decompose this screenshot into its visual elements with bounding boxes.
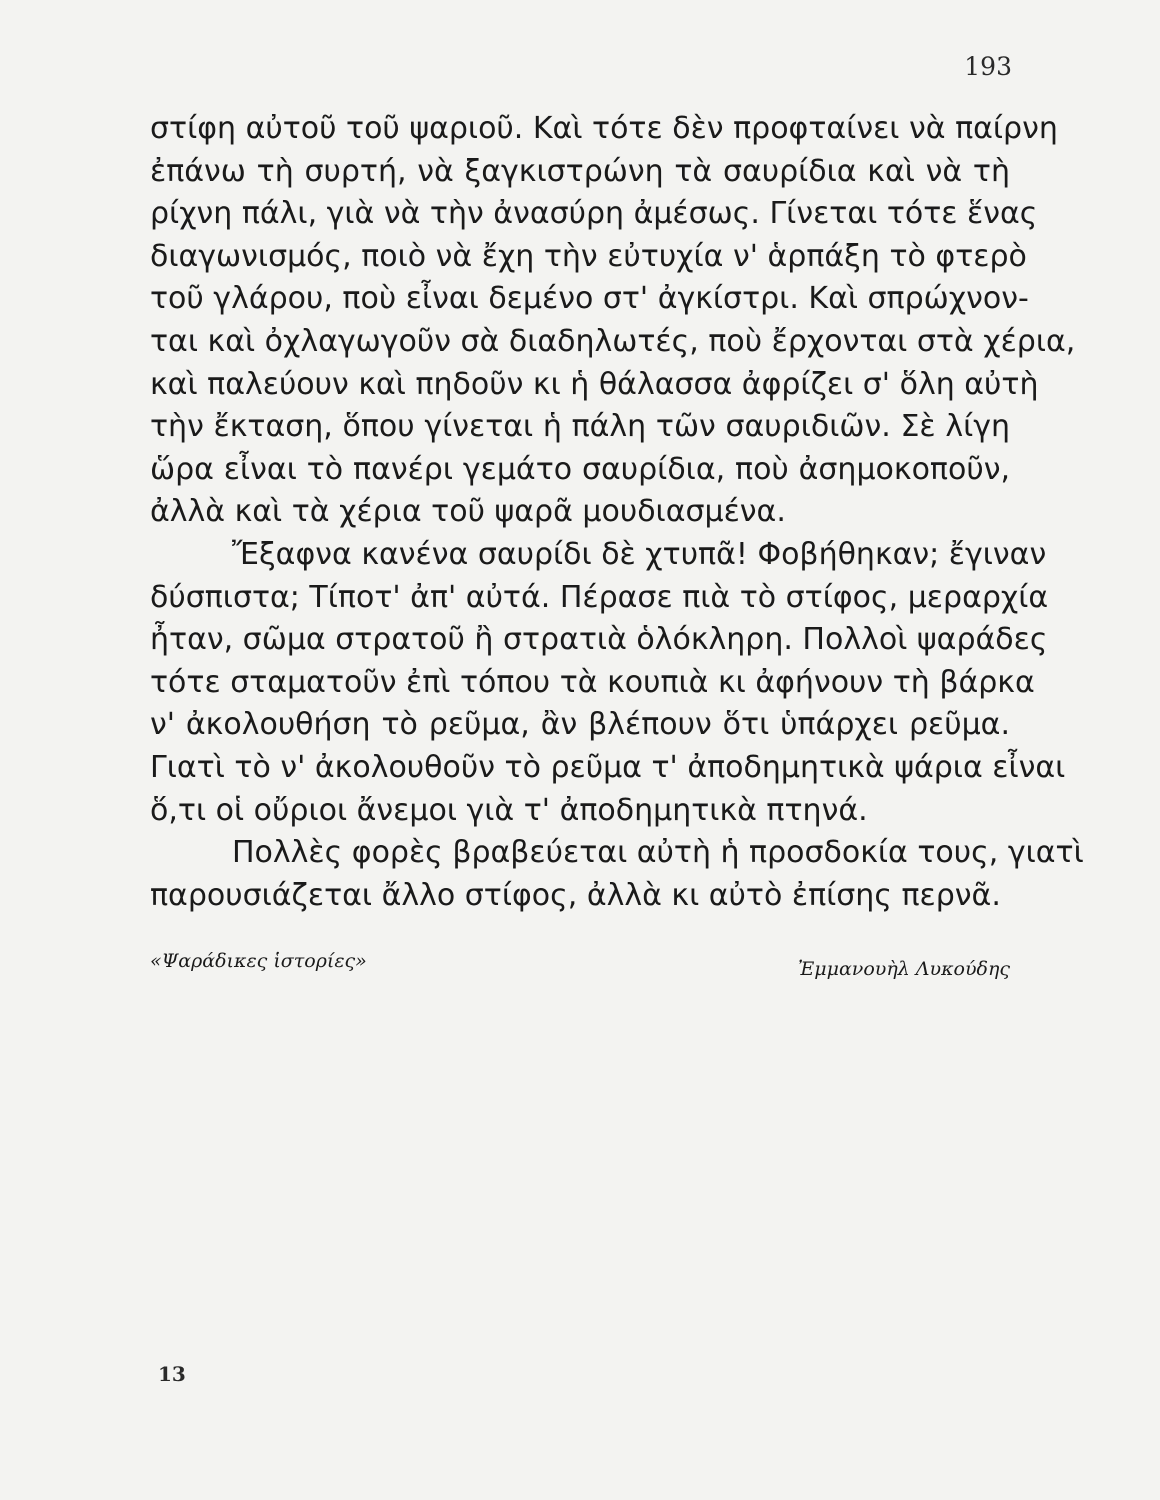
text-line: ται καὶ ὀχλαγωγοῦν σὰ διαδηλωτές, ποὺ ἔρχονται στὰ χέρια,	[150, 323, 1076, 359]
text-line: Πολλὲς φορὲς βραβεύεται αὐτὴ ἡ προσδοκία τους, γιατὶ	[232, 835, 1084, 871]
text-line: ρίχνη πάλι, γιὰ νὰ τὴν ἀνασύρη ἀμέσως. Γίνεται τότε ἕνας	[150, 196, 1038, 232]
text-line: τοῦ γλάρου, ποὺ εἶναι δεμένο στ' ἀγκίστρι. Καὶ σπρώχνον-	[150, 281, 1029, 317]
source-author: Ἐμμανουὴλ Λυκούδης	[798, 958, 1010, 980]
text-line: ἐπάνω τὴ συρτή, νὰ ξαγκιστρώνη τὰ σαυρίδια καὶ νὰ τὴ	[150, 153, 1010, 189]
text-line: καὶ παλεύουν καὶ πηδοῦν κι ἡ θάλασσα ἀφρίζει σ' ὅλη αὐτὴ	[150, 366, 1039, 402]
text-line: τότε σταματοῦν ἐπὶ τόπου τὰ κουπιὰ κι ἀφήνουν τὴ βάρκα	[150, 664, 1035, 700]
text-line: στίφη αὐτοῦ τοῦ ψαριοῦ. Καὶ τότε δὲν προφταίνει νὰ παίρνη	[150, 111, 1058, 146]
text-line: Γιατὶ τὸ ν' ἀκολουθοῦν τὸ ρεῦμα τ' ἀποδημητικὰ ψάρια εἶναι	[150, 749, 1066, 785]
source-title: «Ψαράδικες ἱστορίες»	[150, 950, 367, 972]
text-line: ὅ,τι οἱ οὔριοι ἄνεμοι γιὰ τ' ἀποδημητικὰ πτηνά.	[150, 792, 868, 828]
text-line: ἀλλὰ καὶ τὰ χέρια τοῦ ψαρᾶ μουδιασμένα.	[150, 494, 786, 530]
body-text	[150, 108, 1084, 917]
text-line: ἦταν, σῶμα στρατοῦ ἢ στρατιὰ ὁλόκληρη. Πολλοὶ ψαράδες	[150, 622, 1048, 658]
text-line: τὴν ἔκταση, ὅπου γίνεται ἡ πάλη τῶν σαυριδιῶν. Σὲ λίγη	[150, 409, 1010, 445]
text-line: δύσπιστα; Τίποτ' ἀπ' αὐτά. Πέρασε πιὰ τὸ στίφος, μεραρχία	[150, 579, 1049, 615]
text-line: παρουσιάζεται ἄλλο στίφος, ἀλλὰ κι αὐτὸ ἐπίσης περνᾶ.	[150, 877, 1001, 913]
text-line: ν' ἀκολουθήση τὸ ρεῦμα, ἂν βλέπουν ὅτι ὑπάρχει ρεῦμα.	[150, 707, 1010, 743]
text-line: ὥρα εἶναι τὸ πανέρι γεμάτο σαυρίδια, ποὺ ἀσημοκοποῦν,	[150, 451, 1010, 487]
sheet-number: 13	[158, 1362, 186, 1386]
text-line: διαγωνισμός, ποιὸ νὰ ἔχη τὴν εὐτυχία ν' ἁρπάξη τὸ φτερὸ	[150, 238, 1027, 274]
text-line: Ἔξαφνα κανένα σαυρίδι δὲ χτυπᾶ! Φοβήθηκαν; ἔγιναν	[232, 536, 1047, 572]
page-number: 193	[964, 52, 1012, 81]
